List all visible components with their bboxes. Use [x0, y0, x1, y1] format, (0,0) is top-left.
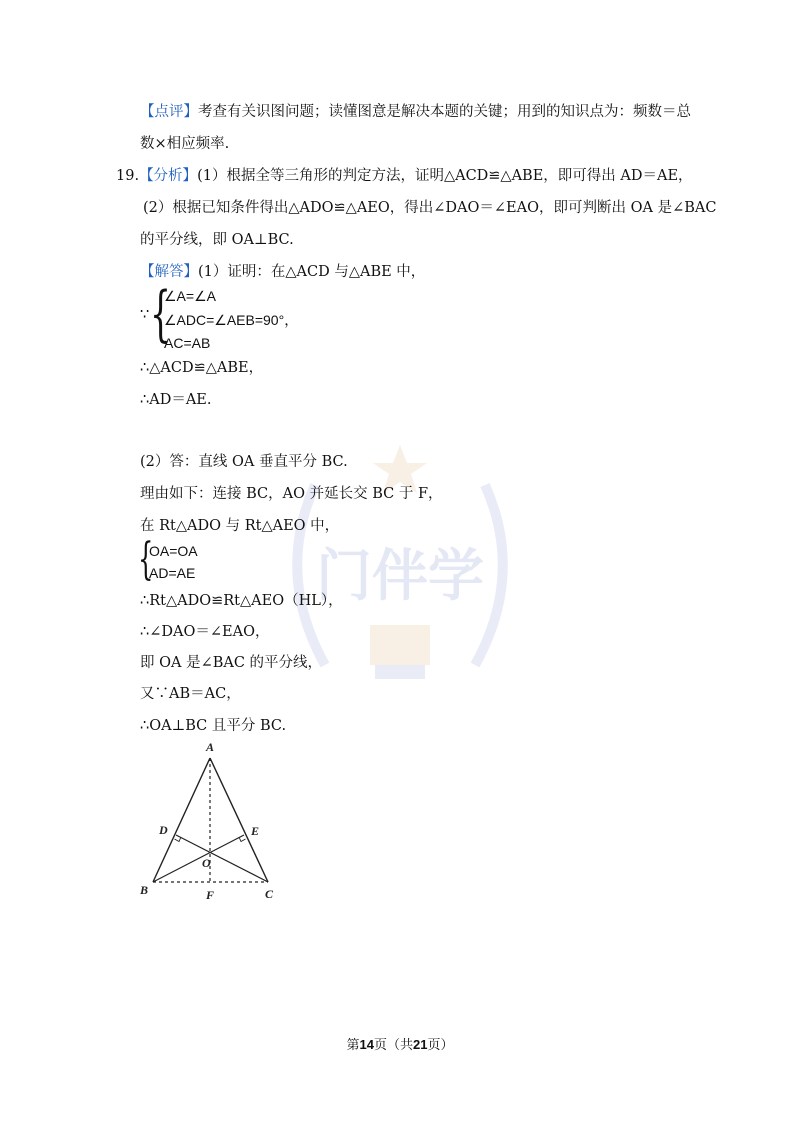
system1-tail: ，	[284, 312, 299, 328]
segment-be	[153, 835, 244, 882]
solution-tag: 【解答】	[140, 264, 198, 280]
system1-eq-1: ∠A=∠A	[164, 288, 216, 304]
conclusion-6: 又∵AB＝AC，	[140, 686, 241, 702]
label-d: D	[159, 823, 168, 837]
part2-in-rt: 在 Rt△ADO 与 Rt△AEO 中，	[140, 518, 340, 534]
conclusion-5: 即 OA 是∠BAC 的平分线，	[140, 655, 323, 671]
system1-eq-3: AC=AB	[164, 335, 211, 351]
system1-eq-2: ∠ADC=∠AEB=90°，	[164, 312, 299, 328]
label-o: O	[202, 856, 211, 870]
watermark-text: 门伴学	[316, 544, 484, 609]
system-brace-2: {	[138, 534, 154, 585]
segment-cd	[176, 835, 268, 882]
page-footer: 第14页（共21页）	[346, 1037, 454, 1053]
total-pages: 21	[413, 1037, 428, 1052]
question-number: 19.	[116, 168, 140, 184]
triangle-figure	[136, 738, 286, 908]
analysis-text-1: (1）根据全等三角形的判定方法，证明△ACD≌△ABE，即可得出 AD＝AE，	[197, 168, 693, 184]
comment-line-1	[140, 102, 691, 122]
solution-line-1	[140, 262, 425, 282]
analysis-tag: 【分析】	[139, 168, 198, 184]
conclusion-4: ∴∠DAO＝∠EAO，	[140, 624, 270, 640]
conclusion-7: ∴OA⊥BC 且平分 BC.	[140, 718, 287, 734]
current-page: 14	[359, 1037, 374, 1052]
system2-eq-2: AD=AE	[149, 565, 196, 581]
part2-reason: 理由如下：连接 BC，AO 并延长交 BC 于 F，	[140, 486, 443, 502]
label-a: A	[206, 740, 215, 754]
because-symbol: ∵	[140, 307, 150, 323]
comment-line-2: 数×相应频率.	[140, 136, 230, 152]
label-b: B	[140, 883, 149, 897]
label-e: E	[251, 824, 260, 838]
label-c: C	[265, 887, 274, 901]
label-f: F	[206, 888, 215, 902]
analysis-line-3: 的平分线，即 OA⊥BC.	[140, 232, 294, 248]
conclusion-1: ∴△ACD≌△ABE，	[140, 360, 264, 376]
conclusion-2: ∴AD＝AE.	[140, 392, 212, 408]
side-ac	[210, 758, 268, 882]
comment-text-1: 考查有关识图问题；读懂图意是解决本题的关键；用到的知识点为：频数＝总	[198, 104, 691, 120]
system-brace-1: {	[150, 279, 172, 349]
analysis-line-1	[116, 166, 693, 186]
comment-tag: 【点评】	[140, 104, 198, 120]
solution-part1-intro: (1）证明：在△ACD 与△ABE 中，	[198, 264, 426, 280]
analysis-line-2: (2）根据已知条件得出△ADO≌△AEO，得出∠DAO＝∠EAO，即可判断出 OA 是∠BAC	[143, 200, 717, 216]
system2-eq-1: OA=OA	[149, 543, 198, 559]
conclusion-3: ∴Rt△ADO≌Rt△AEO（HL），	[140, 593, 343, 609]
part2-answer: (2）答：直线 OA 垂直平分 BC.	[140, 454, 348, 470]
